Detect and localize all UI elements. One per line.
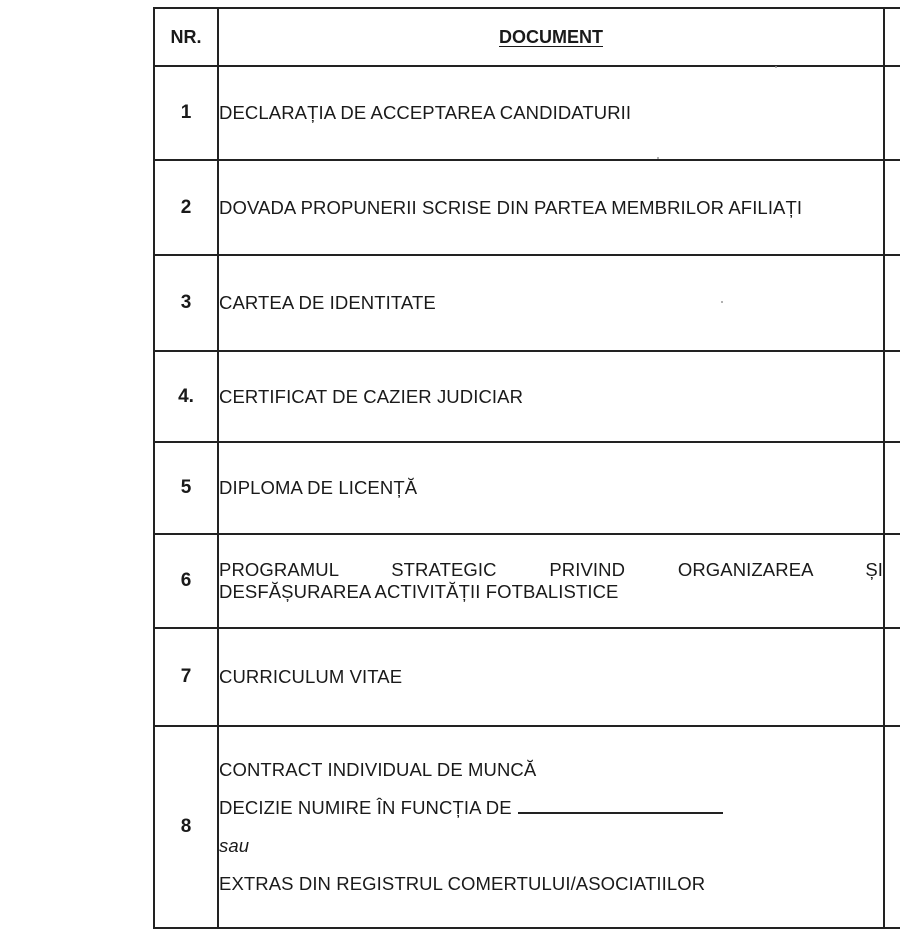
blank-fill-line xyxy=(518,798,723,814)
row-document-line xyxy=(219,797,883,819)
row-document: CERTIFICAT DE CAZIER JUDICIAR xyxy=(218,351,884,442)
row-number: 3 xyxy=(154,255,218,351)
row-extra-cell xyxy=(884,255,900,351)
row-number: 6 xyxy=(154,534,218,628)
row-number: 4. xyxy=(154,351,218,442)
row-number: 7 xyxy=(154,628,218,726)
row-extra-cell xyxy=(884,160,900,255)
table-row xyxy=(154,66,900,160)
row-document: CARTEA DE IDENTITATE xyxy=(218,255,884,351)
table-row xyxy=(154,442,900,534)
row-document-line: DESFĂȘURAREA ACTIVITĂȚII FOTBALISTICE xyxy=(219,581,619,602)
row-extra-cell xyxy=(884,442,900,534)
row-document-line: sau xyxy=(219,835,250,856)
scan-speck xyxy=(775,66,777,68)
row-number: 1 xyxy=(154,66,218,160)
row-document: DOVADA PROPUNERII SCRISE DIN PARTEA MEMBRILOR AFILIAȚI xyxy=(218,160,884,255)
row-extra-cell xyxy=(884,351,900,442)
row-extra-cell xyxy=(884,534,900,628)
row-extra-cell xyxy=(884,726,900,928)
documents-table xyxy=(153,7,900,929)
row-document: DIPLOMA DE LICENȚĂ xyxy=(218,442,884,534)
row-number: 5 xyxy=(154,442,218,534)
table-row xyxy=(154,255,900,351)
table-row xyxy=(154,726,900,928)
table-header-row xyxy=(154,8,900,66)
header-document: DOCUMENT xyxy=(218,8,884,66)
header-nr: NR. xyxy=(154,8,218,66)
row-extra-cell xyxy=(884,628,900,726)
row-document: CURRICULUM VITAE xyxy=(218,628,884,726)
table-row xyxy=(154,534,900,628)
row-number: 2 xyxy=(154,160,218,255)
table-row xyxy=(154,160,900,255)
row-document xyxy=(218,726,884,928)
table-row xyxy=(154,351,900,442)
row-document-line: PROGRAMUL STRATEGIC PRIVIND ORGANIZAREA ȘI xyxy=(219,559,883,580)
decizie-label: DECIZIE NUMIRE ÎN FUNCȚIA DE xyxy=(219,796,512,818)
scan-speck xyxy=(657,157,659,159)
table-row xyxy=(154,628,900,726)
scan-speck xyxy=(721,301,723,303)
row-document-line: EXTRAS DIN REGISTRUL COMERTULUI/ASOCIATIILOR xyxy=(219,873,706,895)
row-document: DECLARAȚIA DE ACCEPTAREA CANDIDATURII xyxy=(218,66,884,160)
row-document-line: CONTRACT INDIVIDUAL DE MUNCĂ xyxy=(219,758,537,780)
row-extra-cell xyxy=(884,66,900,160)
row-document xyxy=(218,534,884,628)
row-number: 8 xyxy=(154,726,218,928)
header-extra-cell xyxy=(884,8,900,66)
